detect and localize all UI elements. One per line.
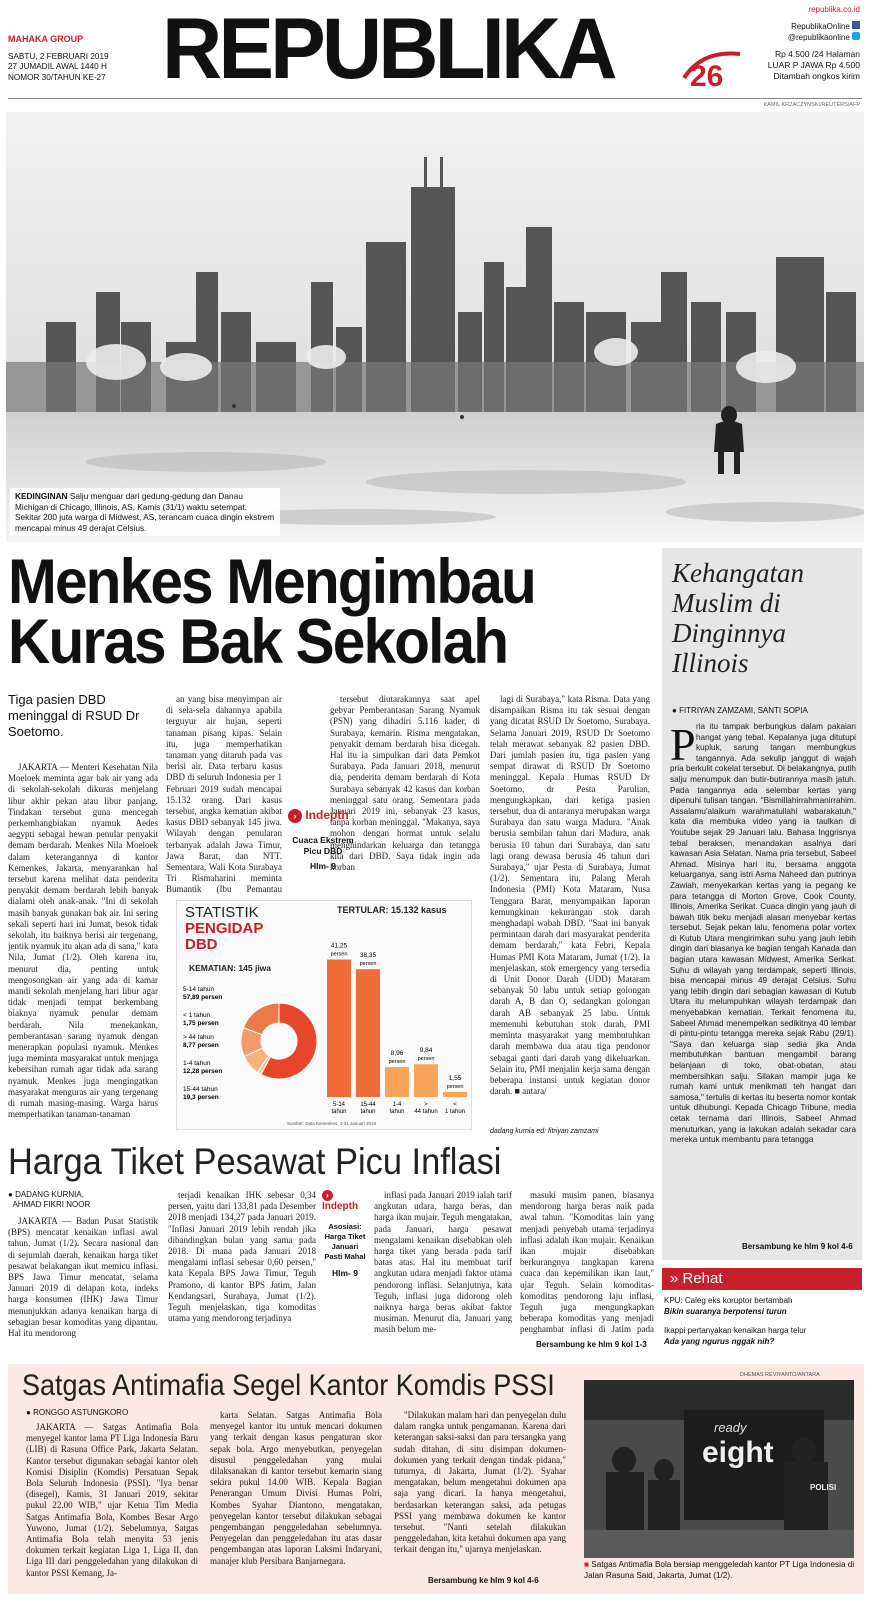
- chart-bar-0: [327, 960, 351, 1098]
- chart-category-3: >: [424, 1102, 428, 1108]
- indepth-icon: ›: [288, 809, 302, 823]
- indepth-box-dbd[interactable]: [288, 808, 358, 872]
- chart-pie-category-1: < 1 tahun: [183, 1012, 211, 1019]
- chart-pie-category-0: 5-14 tahun: [183, 986, 215, 993]
- hijri-date: 27 JUMADIL AWAL 1440 H: [8, 62, 107, 71]
- main-headline: Menkes Mengimbau Kuras Bak Sekolah: [8, 547, 535, 677]
- chart-bar-value-0: 41,25: [330, 942, 348, 950]
- photo-credit: KAMIL KRZACZYNSKI/REUTERS/AFP: [763, 102, 860, 108]
- svg-text:eight: eight: [702, 1436, 774, 1469]
- masthead-right: [768, 4, 860, 82]
- satgas-photo-caption: ■ Satgas Antimafia Bola bersiap menggeledah kantor PT Liga Indonesia di Jalan Rasuna Said, Jakarta, Jumat (1/2).: [584, 1560, 855, 1580]
- side-author: ● FITRIYAN ZAMZAMI, SANTI SOPIA: [672, 706, 808, 715]
- side-dropcap: P: [670, 719, 696, 770]
- chicago-skyline-photo: [6, 112, 864, 542]
- chart-bar-unit-2: persen: [388, 1059, 406, 1066]
- inflasi-col-1: JAKARTA — Badan Pusat Statistik (BPS) mencatat kenaikan inflasi awal tahun, Jumat (1/2). Secara nasional dan di sejumlah daerah, kenaikan harga tiket pesawat belakangan ikut memicu inflasi. BPS Jawa Timur mencatat, selama Januari 2019 di delapan kota, indeks harga konsumen (IHK) Jawa Timur menunjukkan adanya kenaikan harga di sebagian besar komoditas yang dipantau. Hal itu mendorong: [8, 1216, 158, 1339]
- chart-category-2: 1-4: [392, 1102, 402, 1108]
- price-outside: LUAR P JAWA Rp 4.500: [767, 60, 860, 70]
- inflasi-col-2: terjadi kenaikan IHK sebesar 0,34 persen, yaitu dari 133,81 pada Desember 2018 menjadi 134,27 pada Januari 2019. "Inflasi Januari 2019 lebih rendah jika dibandingkan bulan yang sama pada 2018. Di mana pada Januari 2018 mengalami inflasi sebesar 0,60 persen," kata Kepala BPS Jawa Timur, Teguh Pramono, di kantor BPS Jatim, Jalan Kendangsari, Surabaya, Jumat (1/2). Teguh menjelaskan, tiga komoditas utama yang mendorong terjadinya: [168, 1190, 316, 1324]
- chart-category-unit-2: tahun: [389, 1109, 405, 1115]
- satgas-headline: Satgas Antimafia Segel Kantor Komdis PSSI: [22, 1369, 555, 1402]
- chart-bar-value-2: 8,96: [390, 1050, 404, 1058]
- social-twitter[interactable]: @republikaonline: [768, 32, 860, 43]
- chart-source: Sumber: Data Kemenkes, 1-31 Januari 2019: [287, 1121, 377, 1126]
- main-deck: Tiga pasien DBD meninggal di RSUD Dr Soetomo.: [8, 692, 140, 739]
- chart-bar-4: [443, 1092, 467, 1097]
- chart-pie-slice-4: [243, 1003, 279, 1035]
- chart-category-unit-1: tahun: [360, 1109, 376, 1115]
- main-col-1: JAKARTA — Menteri Kesehatan Nila Moeloek meminta agar bak air yang ada di sekolah-sekolah dikuras menjelang libur akhir pekan atau libur panjang. Tindakan tersebut guna mencegah perkembangbiakan nyamuk Aedes aegypti sebagai hewan penular penyakit demam berdarah. Menkes Nila Moeloek dalam keterangannya di kantor Kemenkes, Jakarta, menyarankan hal tersebut karena melihat data penderita penyakit demam berdarah lebih banyak dialami oleh anak-anak. "Ini di sekolah masih banyak gunakan bak air. Ini sering sekali seperti hari ini Jumat, besok tidak sekolah, itu baiknya berisi air tergenang, jentik nyamuk itu akan ada di sana," kata Nila, Jumat (1/2). Oleh karena itu, menurut dia, penting untuk mengosongkan air yang ada di kamar mandi sekolah menjelang hari libur agar tidak menjadi tempat berkembang biaknya nyamuk penular demam berdarah. Nila menekankan, pemberantasan sarang nyamuk dengan menerapkan populasi nyamuk. Menkes juga meminta masyarakat untuk menjaga kebersihan rumah agar tidak ada sarang nyamuk. Menkes juga mengingatkan masyarakat menguras air yang tergenang di rumah masing-masing. Warga harus memperhatikan tanaman-tanaman: [8, 762, 158, 1120]
- satgas-continued[interactable]: Bersambung ke hlm 9 kol 4-6: [428, 1576, 539, 1585]
- chart-bar-unit-0: persen: [330, 951, 348, 958]
- shipping-note: Ditambah ongkos kirim: [773, 71, 860, 81]
- chart-pie-value-4: 19,3 persen: [183, 1094, 219, 1101]
- chart-pie-value-1: 1,75 persen: [183, 1020, 219, 1027]
- chart-category-unit-0: tahun: [331, 1109, 347, 1115]
- chart-bar-unit-3: persen: [417, 1056, 435, 1063]
- indepth-page: Hlm- 9: [310, 860, 336, 871]
- side-body: ria itu tampak berbungkus dalam pakaian hangat yang tebal. Kepalanya juga ditutupi kupluk, sarung tangan membungkus tangannya. Ada sekulip janggut di wajah pria berkulit cokelat tersebut. Di belakangnya, putih salju menumpuk dan butir-butirannya masih jatuh. Pada tangannya ada selembar kertas yang dipenuhi tulisan tangan. "Bismillahirrahmanirrahim. Assalamu'alaikum warahmatullahi wabarakatuh," kata dia membuka video yang ia taulkan di Youtube sejak 29 Januari lalu. Bahasa Inggrisnya tebal beraksen, menandakan asalnya dari kawasan Asia Selatan. Nama pria tersebut, Sabeel Ahmad. Misinya hari itu, bersama anggota keluarganya, sang istri Asma Naheed dan putrinya Zawiah, menyekarkan kertas yang ia pegang ke para tetangga di Morton Grove, Cook County, Illinois, Amerika Serikat. Cuaca dingin yang jauh di bawah titik beku menjadi alasan menyebar kertas tersebut. Sejak pekan lalu, fenomena polar vortex di Kutub Utara mengirimkan suhu yang jauh lebih dingin dari biasanya ke bagian tengah Kanada dan bagian utara kawasan Midwest, Amerika Serikat. Suhu di wilayah yang terdampak, seperti Illinois, bisa mencapai minus 49 derajat Celsius. Suhu yang lebih dingin dari sebagian kawasan di Kutub Utara itu melumpuhkan wilayah terdampak dan menyebabkan kematian. Terkait fenomena itu, Sabeel Ahmad menempelkan sedikitnya 40 lembar di pintu-pintu tetangga mereka sejak Rabu (29/1). "Saya dan keluarga siap sedia jika Anda membutuhkan bantuan mengambil barang belanjaan di toko, obat-obatan, atau membersihkan salju. Silakan mampir juga ke rumah kami untuk menikmati teh hangat dan samosa," tertulis di kertas itu beserta nomor kontak untuk dihubungi. Kepada Chicago Tribune, media cetak ternama dari Illinois, Sabeel Ahmad menuturkan, yang ia lakukan adalah sekadar cara mereka untuk membantu para tetangga: [670, 722, 856, 1145]
- indepth-title-2: Asosiasi: Harga Tiket Januari Pasti Mahal: [324, 1222, 366, 1261]
- masthead-rule: [8, 98, 862, 99]
- indepth-title: Cuaca Ekstrem Picu DBD: [292, 834, 354, 856]
- twitter-icon: [852, 32, 860, 40]
- chart-category-4: <: [453, 1102, 457, 1108]
- price: Rp 4.500 /24 Halaman: [774, 49, 860, 59]
- chart-pie-value-3: 12,28 persen: [183, 1068, 223, 1075]
- chart-svg: [177, 901, 473, 1131]
- satgas-col-2: karta Selatan. Satgas Antimafia Bola menyegel kantor itu untuk mencari dokumen yang terkait dengan kasus pengaturan skor sepak bola. Argo menyebutkan, penyegelan disusul penggeledahan yang mulai dilaksanakan di kantor tersebut kemarin siang sekira pukul 14.00 WIB. Kepala Bagian Penerangan Umum Divisi Humas Polri, Kombes Syahar Diantono, mengatakan, penyegelan kantor tersebut dilakukan sebagai pengembangan penggeledahan sebelumnya. Penyegelan dan penggeledahan itu atas dasar pengembangan atas laporan Laksmi Indaryani, manajer klub Persibara Banjarnegara.: [210, 1410, 382, 1566]
- photo-caption: KEDINGINAN Salju menguar dari gedung-gedung dan Danau Michigan di Chicago, Illinois, AS, Kamis (31/1) waktu setempat. Sekitar 200 juta warga di Midwest, AS, terancam cuaca dingin ekstrem mencapai minus 49 derajat Celsius.: [10, 488, 280, 536]
- inflasi-headline: Harga Tiket Pesawat Picu Inflasi: [8, 1141, 502, 1182]
- chart-title-3: DBD: [185, 936, 218, 953]
- social-facebook[interactable]: RepublikaOnline: [768, 21, 860, 32]
- dbd-statistics-chart: [176, 900, 472, 1130]
- inflasi-col-4: masuki musim panen, biasanya mendorong harga beras naik pada awal tahun. "Komoditas lain yang menjadi penyebab utama terjadinya inflasi adalah ikan mujair. Kenaikan ikan mujair disebabkan berkurangnya tangkapan karena cuaca dan kepemilikan ikan laut," ujar Teguh. Selain komoditas-komoditas pendorong laju inflasi, Teguh juga mengungkapkan beberapa komoditas yang menjadi penghambat inflasi di Jatim pada: [520, 1190, 654, 1335]
- chart-category-unit-3: 44 tahun: [414, 1109, 438, 1115]
- chart-bar-3: [414, 1064, 438, 1097]
- main-credit: dadang kurnia ed: fitriyan zamzami: [490, 1128, 599, 1135]
- chart-category-0: 5-14: [332, 1102, 346, 1108]
- chart-category-1: 15-44: [360, 1102, 376, 1108]
- satgas-col-3: "Dilakukan malam hari dan penyegelan dulu dalam rangka untuk pengamanan. Karena dari keterangan saksi-saksi dan para tersangka yang sudah ditahan, di situ disimpan dokumen-dokumen yang terkait dengan tindak pidana," tuturnya, di Jakarta, Jumat (1/2). Syahar mengatakan, belum mengetahui dokumen apa saja yang dicari. Ia hanya mengetahui, berdasarkan keterangan saksi, ada petugas PSSI yang membawa dokumen ke kantor tersebut. "Nanti setelah dilakukan penggeledahan, kita ketahui dokumen apa yang terkait dengan itu," ujarnya menjelaskan.: [394, 1410, 566, 1555]
- anniversary-logo: [682, 48, 744, 90]
- inflasi-author: ● DADANG KURNIA, AHMAD FIKRI NOOR: [8, 1190, 91, 1209]
- main-col-2: an yang bisa menyimpan air di sela-sela dahannya apabila terguyur air hujan, seperti tanaman pisang kipas. Selain itu, juga memperhatikan tanaman yang ditaruh pada vas berisi air. Data terbaru kasus DBD di seluruh Indonesia per 1 Februari 2019 sudah mencapai 15.132 orang. Dari kasus tersebut, angka kematian akibat kasus DBD sebanyak 145 jiwa. Wilayah dengan penularan terbanyak adalah Jawa Timur, Jawa Barat, dan NTT. Sementara, Wali Kota Surabaya Tri Rismaharini meminta Bumantik (Ibu Pemantau: [166, 694, 282, 894]
- chart-deaths-label: KEMATIAN: 145 jiwa: [189, 963, 272, 973]
- chart-bar-value-4: 1,55: [448, 1074, 462, 1082]
- satgas-col-1: JAKARTA — Satgas Antimafia Bola menyegel kantor lama PT Liga Indonesia Baru (LIB) di Rasuna Office Park, Jakarta Selatan. Kantor tersebut digunakan sebagai kantor oleh Komisi Disiplin (Komdis) Persatuan Sepak Bola Seluruh Indonesia (PSSI). "Iya benar (disegel), Kamis, 31 Januari 2019, sekitar pukul 22.00 WIB," ujar Ketua Tim Media Satgas Antimafia Bola, Kombes Besar Argo Yuwono, Jumat (1/2). Sebelumnya, Satgas Antimafia Bola telah menyita 53 jenis dokumen terkait kegiatan Liga 1, Liga II, dan Liga III dari penggeledahan yang dilakukan di kantor PSSI Kemang, Ja-: [26, 1422, 198, 1578]
- chart-pie-value-0: 57,89 persen: [183, 994, 223, 1001]
- svg-text:ready: ready: [714, 1420, 747, 1435]
- chart-category-unit-4: 1 tahun: [444, 1109, 466, 1115]
- inflasi-continued[interactable]: Bersambung ke hlm 9 kol 1-3: [536, 1340, 647, 1349]
- satgas-photo: [584, 1380, 854, 1558]
- indepth-label: › Indepth: [288, 808, 358, 823]
- edition-date: SABTU, 2 FEBRUARI 2019: [8, 51, 109, 61]
- chart-pie-category-4: 15-44 tahun: [183, 1086, 218, 1093]
- chart-bar-value-1: 38,35: [359, 952, 377, 960]
- chart-pie-value-2: 8,77 persen: [183, 1042, 219, 1049]
- chart-bar-value-3: 9,84: [419, 1047, 433, 1055]
- republika-logo: REPUBLIKA: [162, 1, 614, 97]
- rehat-header: » Rehat: [662, 1268, 862, 1290]
- inflasi-col-3: inflasi pada Januari 2019 ialah tarif angkutan udara, harga beras, dan harga ikan mujair. Teguh mengatakan, pada Januari, harga pesawat mengalami kenaikan disebabkan oleh harga tiket yang berada pada tarif batas atas. Hal itu membuat tarif angkutan udara menjadi faktor utama pendorong inflasi. Selanjutnya, kata Teguh, inflasi juga didorong oleh naiknya harga beras akibat faktor musiman. Menurut dia, Januari yang masih belum me-: [374, 1190, 512, 1335]
- chart-bar-2: [385, 1067, 409, 1097]
- main-col-3: tersebut diutarakannya saat apel gebyar Pemberantasan Sarang Nyamuk (PSN) yang dihadiri 5.116 kader, di Surabaya, kemarin. Risma mengatakan, penyakit demam berdarah bisa dicegah. Hal itu ia simpulkan dari data Pemkot Surabaya. Pada Januari 2018, menurut dia, penderita demam berdarah di Kota Surabaya sebanyak 42 kasus dan korban meninggal satu orang. Sementara pada Januari 2019 ini, sebanyak 23 kasus, tanpa korban meninggal. "Makanya, saya mohon dengan hormat untuk selalu menghindarkan keluarga dan tetangga kita dari DBD. Saya tidak ingin ada korban: [330, 694, 480, 873]
- masthead-info: [8, 34, 109, 83]
- satgas-photo-credit: DHEMAS REVIYANTO/ANTARA: [740, 1372, 820, 1378]
- rehat-item-1[interactable]: KPU: Caleg eks koruptor bertambah Bikin suaranya berpotensi turun: [664, 1296, 793, 1316]
- issue-number: NOMOR 30/TAHUN KE-27: [8, 72, 106, 82]
- satgas-author: ● RONGGO ASTUNGKORO: [26, 1408, 129, 1417]
- svg-text:POLISI: POLISI: [810, 1483, 837, 1492]
- website-link[interactable]: republika.co.id: [808, 5, 860, 14]
- main-col-4: lagi di Surabaya," kata Risma. Data yang disampaikan Risma itu tak sesuai dengan yang dicatat RSUD Dr Soetomo, Surabaya. Selama Januari 2019, RSUD Dr Soetomo telah merawat sebanyak 82 pasien DBD. Dari jumlah pasien itu, tiga pasien yang sempat dirawat di RSUD Dr Soetomo meninggal. Kepala Humas RSUD Dr Soetomo, dr Pesta Parulian, mengungkapkan, dari ketiga pasien tersebut, dua di antaranya merupakan warga Surabaya dan satu warga Madura. "Anak berusia sembilan tahun dari Madura, anak berusia 10 tahun dari Surabaya, dan satu lagi orang dewasa berusia 46 tahun dari Surabaya," ujar Pesta di Surabaya, Jumat (1/2). Sementara itu, Palang Merah Indonesia (PMI) Kota Mataram, Nusa Tenggara Barat, menyampaikan laporan kemungkinan kekurangan stok darah menghadapi wabah DBD. "Saat ini banyak permintaan darah dari masyarakat penderita demam berdarah," kata Febri, Kepala Humas PMI Kota Mataram, Jumat (1/2). Ia menjelaskan, stok emergency yang tersedia di Unit Donor Darah (UDD) Mataram sebanyak 50 labu untuk setiap golongan darah A, B dan O, sedangkan golongan darah AB sebanyak 25 labu. Untuk memenuhi kebutuhan stok darah, PMI meminta masyarakat yang membutuhkan darah membawa dua atau tiga pendonor sebagai ganti dari darah yang dikeluarkan. Selain itu, PMI menjalin kerja sama dengan beberapa instansi untuk kegiatan donor darah. ■ antara/: [490, 694, 650, 1097]
- svg-text:26: 26: [690, 60, 724, 90]
- chart-total-label: TERTULAR: 15.132 kasus: [337, 905, 447, 915]
- side-continued[interactable]: Bersambung ke hlm 9 kol 4-6: [742, 1242, 853, 1251]
- indepth-icon-2: ›: [322, 1190, 333, 1201]
- chart-title-1: STATISTIK: [185, 904, 259, 921]
- rehat-item-2[interactable]: Ikappi pertanyakan kenaikan harga telur Ada yang ngurus nggak nih?: [664, 1326, 807, 1346]
- side-headline: Kehangatan Muslim di Dinginnya Illinois: [672, 558, 804, 678]
- chart-title-2: PENGIDAP: [185, 920, 264, 937]
- facebook-icon: [852, 21, 860, 29]
- chart-bar-1: [356, 969, 380, 1097]
- chart-pie-category-3: 1-4 tahun: [183, 1060, 211, 1067]
- indepth-page-2: Hlm- 9: [332, 1268, 358, 1278]
- group-name: MAHAKA GROUP: [8, 34, 84, 44]
- chart-pie-category-2: > 44 tahun: [183, 1034, 214, 1041]
- indepth-box-inflasi[interactable]: [322, 1190, 368, 1279]
- chart-bar-unit-1: persen: [359, 961, 377, 968]
- indepth-label-2: ›Indepth: [322, 1191, 359, 1212]
- chart-bar-unit-4: persen: [446, 1083, 464, 1090]
